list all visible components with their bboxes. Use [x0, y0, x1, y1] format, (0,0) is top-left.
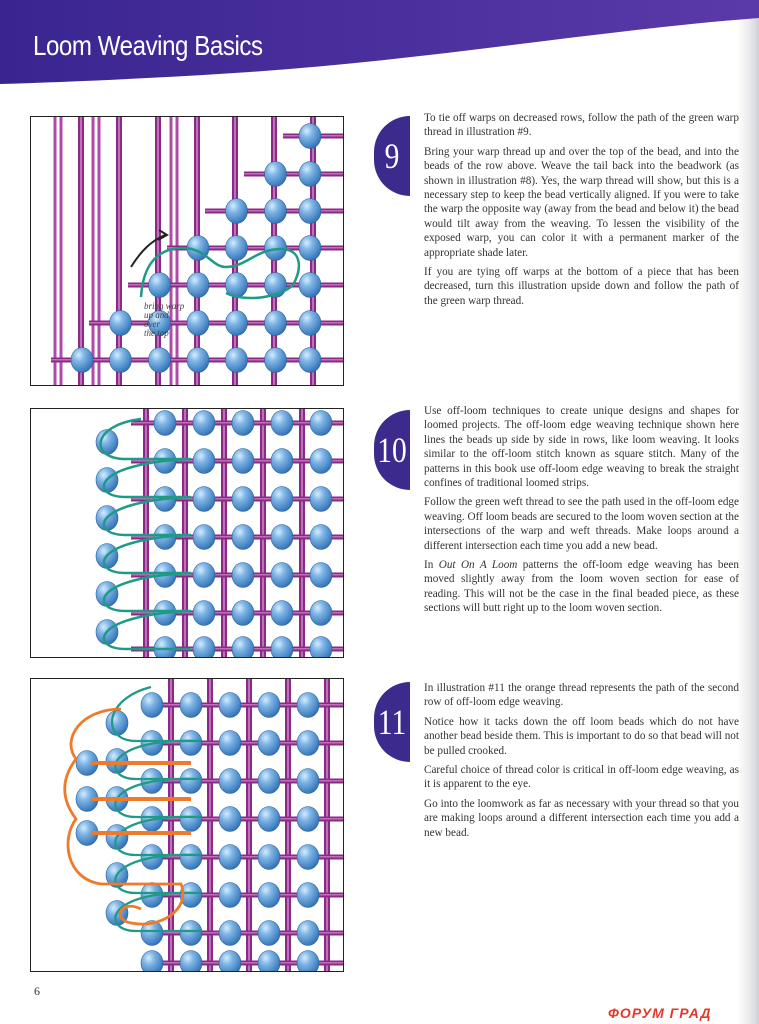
bead [149, 273, 171, 298]
bead [258, 951, 280, 972]
bead [232, 563, 254, 588]
step-9-number: 9 [384, 136, 400, 176]
step-10-tab [374, 410, 410, 490]
bead [180, 693, 202, 718]
bead [299, 199, 321, 224]
bead [310, 411, 332, 436]
bead [219, 883, 241, 908]
bead [258, 769, 280, 794]
bead [226, 236, 248, 261]
bead [219, 693, 241, 718]
orange-thread-segment [91, 831, 191, 835]
bead [154, 637, 176, 658]
chapter-header [0, 0, 759, 92]
warp-thread-highlight [157, 117, 159, 385]
bead [258, 693, 280, 718]
step-11-text: In illustration #11 the orange thread represents the path of the second row of off-loom edge weaving. Notice how it tacks down the off loom beads which do not have another bead beside them. This is important to do so that bead will not be pulled crooked. Careful choice of thread color is critical in off-loom edge weaving, as it is apparent to the eye. Go into the loomwork as far as necessary with your thread so that you are making loops around a different intersection each time you add a new bead. [424, 682, 739, 839]
bead [258, 807, 280, 832]
warp-thread-highlight [301, 409, 303, 657]
bead [299, 273, 321, 298]
bead [310, 637, 332, 658]
bead [232, 411, 254, 436]
bead [258, 845, 280, 870]
step-11-tab [374, 682, 410, 762]
bead [110, 348, 132, 373]
orange-thread-segment [91, 761, 191, 765]
bead [219, 845, 241, 870]
bead [299, 162, 321, 187]
bead [271, 449, 293, 474]
bead [232, 449, 254, 474]
warp-thread [60, 117, 63, 385]
bead [265, 162, 287, 187]
bead [265, 199, 287, 224]
step-9-tab [374, 116, 410, 196]
bead [271, 525, 293, 550]
bead [149, 348, 171, 373]
bead [310, 601, 332, 626]
bead [299, 124, 321, 149]
warp-thread [92, 117, 95, 385]
bead [226, 348, 248, 373]
bead [299, 236, 321, 261]
bead [219, 951, 241, 972]
bead [154, 411, 176, 436]
bead [226, 199, 248, 224]
bead [180, 731, 202, 756]
bead [297, 951, 319, 972]
bead [265, 311, 287, 336]
bead [297, 769, 319, 794]
bead [297, 845, 319, 870]
bead [71, 348, 93, 373]
illustration-10 [30, 408, 344, 658]
warp-thread-highlight [248, 679, 250, 971]
bead [226, 311, 248, 336]
bead [141, 951, 163, 972]
warp-thread-highlight [262, 409, 264, 657]
bead [297, 693, 319, 718]
bead [219, 921, 241, 946]
warp-thread [176, 117, 179, 385]
bead [297, 731, 319, 756]
bead [193, 637, 215, 658]
bead [180, 951, 202, 972]
illustration-11-drawing [31, 679, 343, 971]
step-10-number: 10 [377, 430, 407, 470]
weft-thread-highlight [244, 173, 343, 175]
bead [180, 769, 202, 794]
warp-thread-highlight [223, 409, 225, 657]
bead [193, 487, 215, 512]
step-10-text: Use off-loom techniques to create unique designs and shapes for loomed projects. The off-loom edge weaving technique shown here lines the beads up side by side in rows, like loom weaving. It looks similar to the off-loom stitch known as square stitch. Many of the patterns in this book use off-loom edge weaving to break the straight confines of traditional loomed strips. Follow the green weft thread to see the path used in the off-loom edge weaving. Off loom beads are secured to the loom woven section at the intersections of the warp and weft threads. Make loops around a different intersection each time you add a new bead. In Out On A Loom patterns the off-loom edge weaving has been moved slightly away from the loom woven section for ease of reading. This will not be the case in the final beaded piece, as these sections will butt right up to the loom woven section. [424, 405, 739, 615]
bead [106, 711, 128, 736]
bead [180, 921, 202, 946]
bead [193, 411, 215, 436]
bead [297, 921, 319, 946]
bead [141, 693, 163, 718]
bead [219, 731, 241, 756]
warp-thread-highlight [184, 409, 186, 657]
bead [110, 311, 132, 336]
bead [193, 525, 215, 550]
bead [271, 411, 293, 436]
bead [193, 601, 215, 626]
page-gutter-shade [737, 0, 759, 1024]
bead [271, 637, 293, 658]
warp-thread-highlight [80, 117, 82, 385]
bead [180, 845, 202, 870]
bead [310, 449, 332, 474]
watermark: ФОРУМ ГРАД [608, 1005, 712, 1021]
bead [219, 807, 241, 832]
page-number: 6 [34, 984, 40, 998]
bead [232, 637, 254, 658]
illustration-11 [30, 678, 344, 972]
illustration-9-drawing [31, 117, 343, 385]
bead [310, 525, 332, 550]
bead [193, 563, 215, 588]
warp-thread [54, 117, 57, 385]
bead [187, 273, 209, 298]
page-title: Loom Weaving Basics [33, 30, 263, 61]
bead [258, 731, 280, 756]
bead [258, 883, 280, 908]
illustration-9 [30, 116, 344, 386]
bead [310, 563, 332, 588]
warp-thread [98, 117, 101, 385]
bead [180, 807, 202, 832]
bead [193, 449, 215, 474]
bead [265, 348, 287, 373]
bead [299, 348, 321, 373]
warp-thread-highlight [170, 679, 172, 971]
bead [297, 807, 319, 832]
bead [232, 525, 254, 550]
orange-thread-segment [91, 797, 191, 801]
bead [219, 769, 241, 794]
step-9-text: To tie off warps on decreased rows, follow the path of the green warp thread in illustration #9. Bring your warp thread up and over the top of the bead, and into the beads of the row above. Weave the tail back into the beadwork (as shown in illustration #8). Yes, the warp thread will show, but this is a necessary step to keep the bead vertically aligned. If you were to take the warp the opposite way (away from the bead and below it) the bead would tilt away from the weaving. To lessen the visibility of the exposed warp, you can color it with a permanent marker of the appropriate shade later. If you are tying off warps at the bottom of a piece that has been decreased, turn this illustration upside down and follow the path of the green warp thread. [424, 112, 739, 307]
step-11-number: 11 [377, 702, 407, 742]
bead [271, 487, 293, 512]
bead [310, 487, 332, 512]
warp-thread-highlight [287, 679, 289, 971]
bead [271, 601, 293, 626]
warp-thread-highlight [326, 679, 328, 971]
bead [271, 563, 293, 588]
bead [297, 883, 319, 908]
bead [232, 487, 254, 512]
bead [187, 348, 209, 373]
step-10-italic-paragraph: In Out On A Loom patterns the off-loom edge weaving has been moved slightly away from the loom woven section for ease of reading. This will not be the case in the final beaded piece, as these sections will butt right up to the loom woven section. [424, 559, 739, 615]
bead [232, 601, 254, 626]
bead [299, 311, 321, 336]
bead [258, 921, 280, 946]
warp-thread-highlight [145, 409, 147, 657]
warp-thread-highlight [118, 117, 120, 385]
warp-thread-highlight [209, 679, 211, 971]
illustration-9-callout: bring warp up and over the top [144, 301, 185, 338]
illustration-10-drawing [31, 409, 343, 657]
